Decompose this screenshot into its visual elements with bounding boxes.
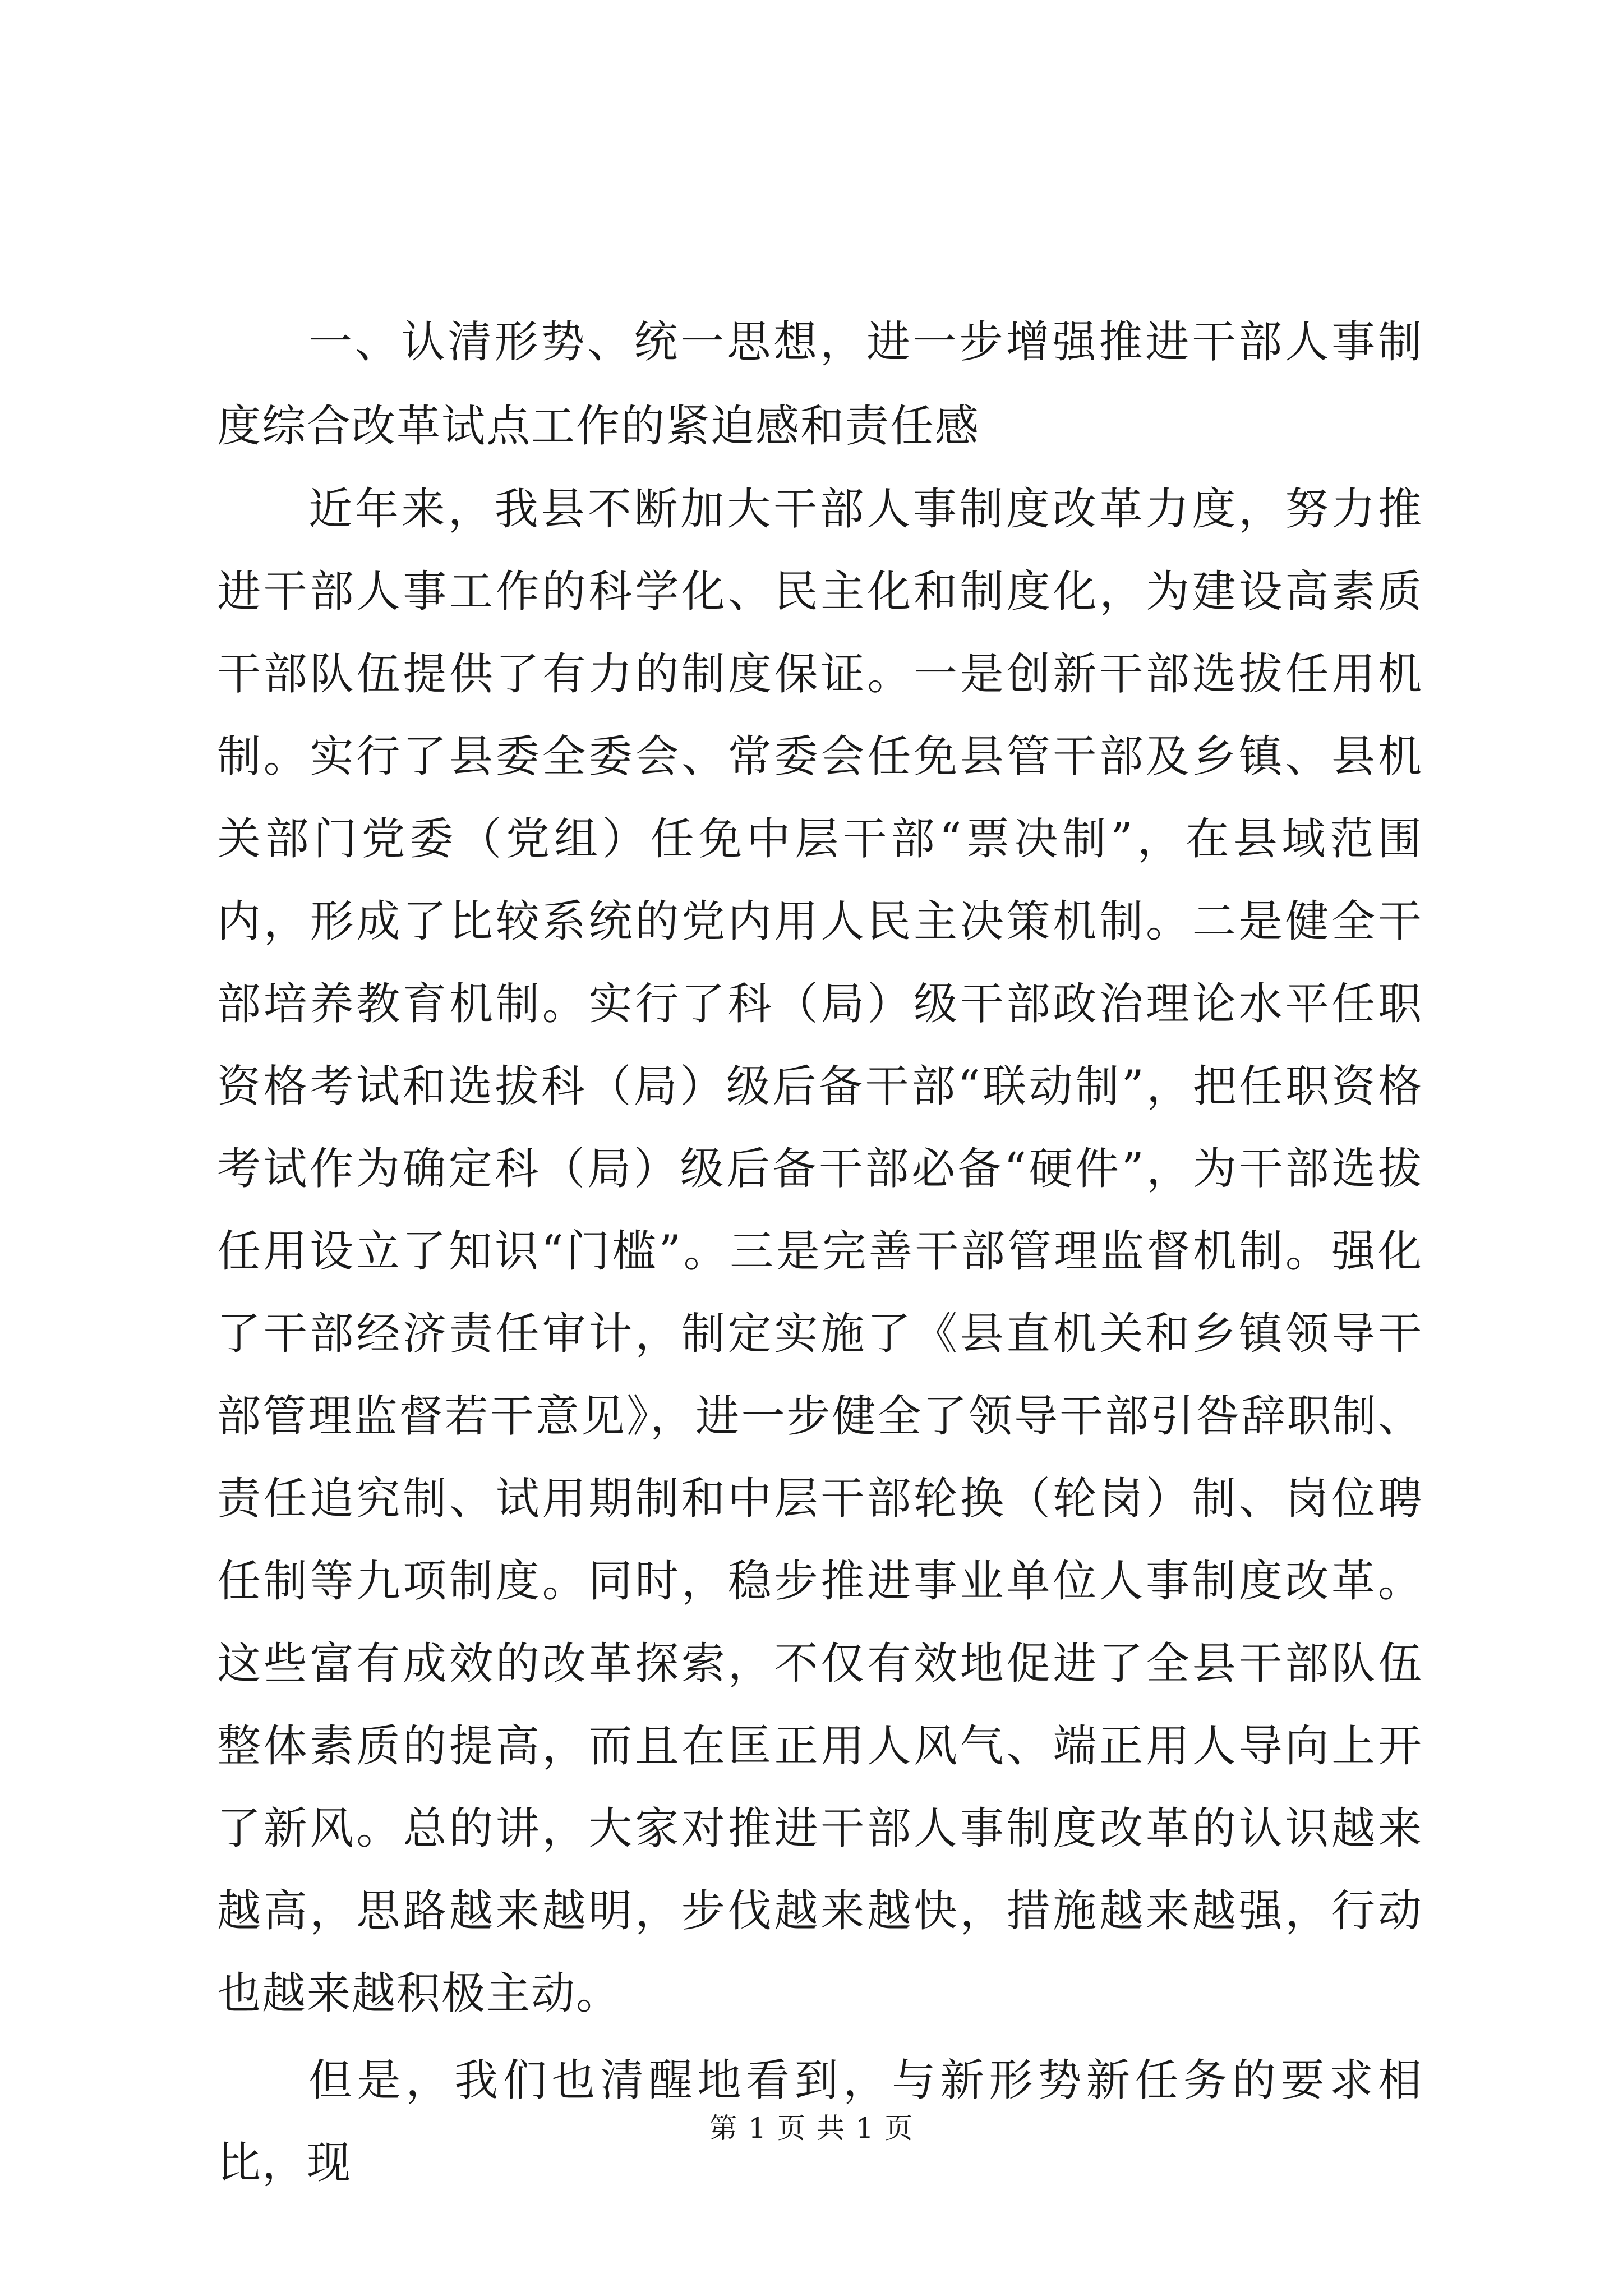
page-footer: 第 1 页 共 1 页 bbox=[709, 2112, 914, 2145]
body-paragraph-challenges: 但是，我们也清醒地看到，与新形势新任务的要求相比，现 bbox=[217, 2055, 1423, 2188]
body-paragraph-reform-achievements: 近年来，我县不断加大干部人事制度改革力度，努力推进干部人事工作的科学化、民主化和制度化，为建设高素质干部队伍提供了有力的制度保证。一是创新干部选拔任用机制。实行了县委全委会、常委会任免县管干部及乡镇、县机关部门党委（党组）任免中层干部“票决制”，在县域范围内，形成了比较系统的党内用人民主决策机制。二是健全干部培养教育机制。实行了科（局）级干部政治理论水平任职资格考试和选拔科（局）级后备干部“联动制”，把任职资格考试作为确定科（局）级后备干部必备“硬件”，为干部选拔任用设立了知识“门槛”。三是完善干部管理监督机制。强化了干部经济责任审计，制定实施了《县直机关和乡镇领导干部管理监督若干意见》，进一步健全了领导干部引咎辞职制、责任追究制、试用期制和中层干部轮换（轮岗）制、岗位聘任制等九项制度。同时，稳步推进事业单位人事制度改革。这些富有成效的改革探索，不仅有效地促进了全县干部队伍整体素质的提高，而且在匡正用人风气、端正用人导向上开了新风。总的讲，大家对推进干部人事制度改革的认识越来越高，思路越来越明，步伐越来越快，措施越来越强，行动也越来越积极主动。 bbox=[217, 484, 1423, 2019]
section-heading: 一、认清形势、统一思想，进一步增强推进干部人事制度综合改革试点工作的紧迫感和责任感 bbox=[217, 317, 1423, 452]
document-body bbox=[217, 300, 1423, 2205]
